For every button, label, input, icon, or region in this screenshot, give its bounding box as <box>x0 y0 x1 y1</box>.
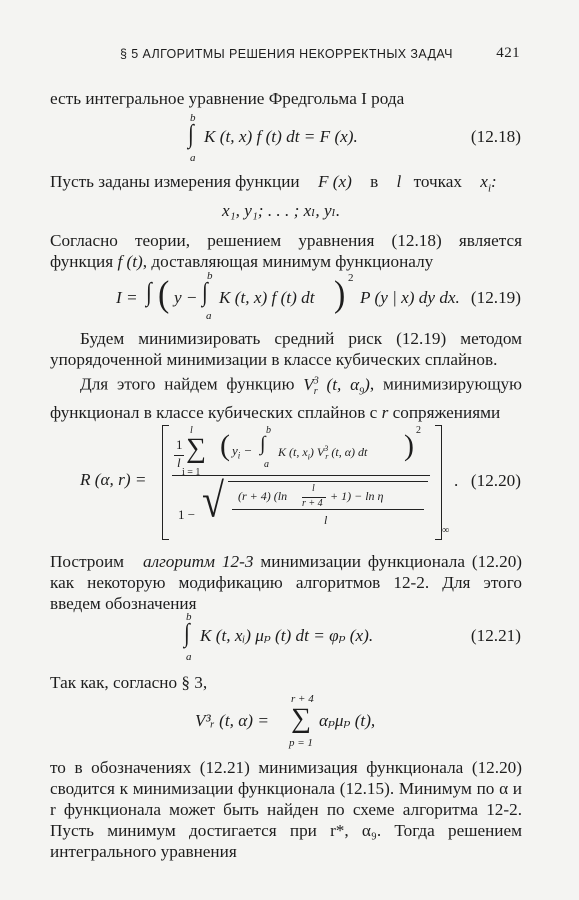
integral-lower-limit: a <box>190 152 196 164</box>
integral-sign: ∫ <box>202 276 208 307</box>
text: , доставляющая минимум функционалу <box>142 252 434 271</box>
equation-number: (12.21) <box>470 626 521 645</box>
text: в <box>370 172 379 191</box>
math-xi: $x_i$: <box>480 172 497 195</box>
equation-rhs: αₚμₚ (t), <box>319 711 376 730</box>
text: , минимизирующую функционал в классе кубических сплайнов с <box>50 374 522 423</box>
page-header <box>120 45 520 65</box>
equation-spline-sum <box>195 695 395 755</box>
text: минимизации функционала (12.20) как некоторую модификацию алгоритмов 12-2. Для этого введем обозначения <box>50 552 523 613</box>
sum-upper: r + 4 <box>291 693 314 705</box>
paragraph-so: Так как, согласно § 3, <box>50 673 208 692</box>
sum-lower: p = 1 <box>289 737 313 749</box>
math-ft: f (t) <box>117 252 143 271</box>
paragraph-algorithm <box>50 551 522 614</box>
book-page: § 5 АЛГОРИТМЫ РЕШЕНИЯ НЕКОРРЕКТНЫХ ЗАДАЧ 421 есть интегральное уравнение Фредгольма I рода b ∫ a K (t, x) f (t) dt = F (x). (12.18) Пусть заданы измерения функции F (x) в l точках $x_i$: x₁, y₁; . . . ; xₗ, yₗ. Согласно теории, решением уравнения (12.18) является функция f (t), доставляющая минимум функционалу I = ∫ ( y − b ∫ a K (t, x) f (t) dt ) 2 P (y | x) dy dx. (12.19) Будем минимизировать средний риск (12.19) методом упорядоченной минимизации в классе кубических сплайнов. Для этого найдем функцию $V^3_r$ (t, $\alpha_9$), минимизирующую функционал в классе кубических сплайнов с r сопряжениями R (α, r) = ∞ 1 l l ∑ i = 1 ( $y_i$ − b ∫ a K (t, $x_i$) $V^3_r$ (t, α) dt ) 2 1 − √ (r + 4) (ln l r + 4 + 1) − ln η l . (12.20) Построим алгоритм 12-3 минимизации функционала (12.20) как некоторую модификацию алгоритмов 12-2. Для этого введем обозначения b ∫ a K (t, xᵢ) μₚ (t) dt = φₚ (x). (12.21) Так как, согласно § 3, V³ᵣ (t, α) = r + 4 ∑ p = 1 αₚμₚ (t), то в обозначениях (12.21) минимизация функционала (12.20) сводится к минимизации функционала (12.15). Минимум по α и r функционала может быть найден по схеме алгоритма 12-2. Пусть минимум достигается при r*, α₉. Тогда решением интегрального уравнения <box>50 45 523 861</box>
text: точках <box>413 172 462 191</box>
math-l: l <box>396 172 402 191</box>
paragraph-intro: есть интегральное уравнение Фредгольма I рода <box>50 89 405 108</box>
paragraph-measurements <box>50 172 522 194</box>
running-title: § 5 АЛГОРИТМЫ РЕШЕНИЯ НЕКОРРЕКТНЫХ ЗАДАЧ <box>120 47 453 61</box>
equation-body: K (t, xᵢ) μₚ (t) dt = φₚ (x). <box>200 626 374 645</box>
period: . <box>454 471 459 490</box>
equation-lhs: V³ᵣ (t, α) = <box>195 711 269 730</box>
paragraph-risk: Будем минимизировать средний риск (12.19) методом упорядоченной минимизации в классе кубических сплайнов. <box>50 329 522 369</box>
algorithm-name: алгоритм 12-3 <box>143 552 254 571</box>
equation-number: (12.19) <box>470 288 521 307</box>
integral-sign: ∫ <box>146 276 152 307</box>
equation-number: (12.20) <box>470 471 521 490</box>
text: Для этого найдем функцию <box>80 374 295 394</box>
math-Fx: F (x) <box>317 172 352 191</box>
text: Построим <box>50 552 125 571</box>
page-number: 421 <box>496 45 520 61</box>
points-list: x₁, y₁; . . . ; xₗ, yₗ. <box>222 201 341 220</box>
paragraph-conclusion: то в обозначениях (12.21) минимизация функционала (12.20) сводится к минимизации функционала (12.15). Минимум по α и r функционала может быть найден по схеме алгоритма 12-2. Пусть минимум достигается при r*, α₉. Тогда решением интегрального уравнения <box>50 758 522 861</box>
math-r: r <box>381 403 389 423</box>
equation-body: K (t, x) f (t) dt = F (x). <box>204 127 358 146</box>
integral-sign: ∫ <box>188 118 194 149</box>
equation-12-19: I = ∫ ( y − b ∫ a K (t, x) f (t) dt ) 2 P (y | x) dy dx. <box>116 270 460 322</box>
sum-sign: ∑ <box>291 703 311 734</box>
integral-sign: ∫ <box>184 617 190 648</box>
equation-12-20: R (α, r) = ∞ 1 l l ∑ i = 1 ( $y_i$ − b ∫ a K (t, $x_i$) $V^3_r$ (t, α) dt ) 2 1 − √ (r + 4) (ln l r + 4 + 1) − ln η l <box>80 425 480 545</box>
paragraph-spline <box>50 370 522 423</box>
paragraph-theory <box>50 230 522 272</box>
text: Пусть заданы измерения функции <box>50 172 300 191</box>
text: сопряжениями <box>392 403 501 423</box>
math-V: $V^3_r$ (t, $\alpha_9$) <box>303 374 370 398</box>
text: Согласно теории, решением уравнения (12.18) является функция <box>50 231 522 271</box>
integral-upper-limit: b <box>190 112 196 124</box>
equation-number: (12.18) <box>470 127 521 146</box>
